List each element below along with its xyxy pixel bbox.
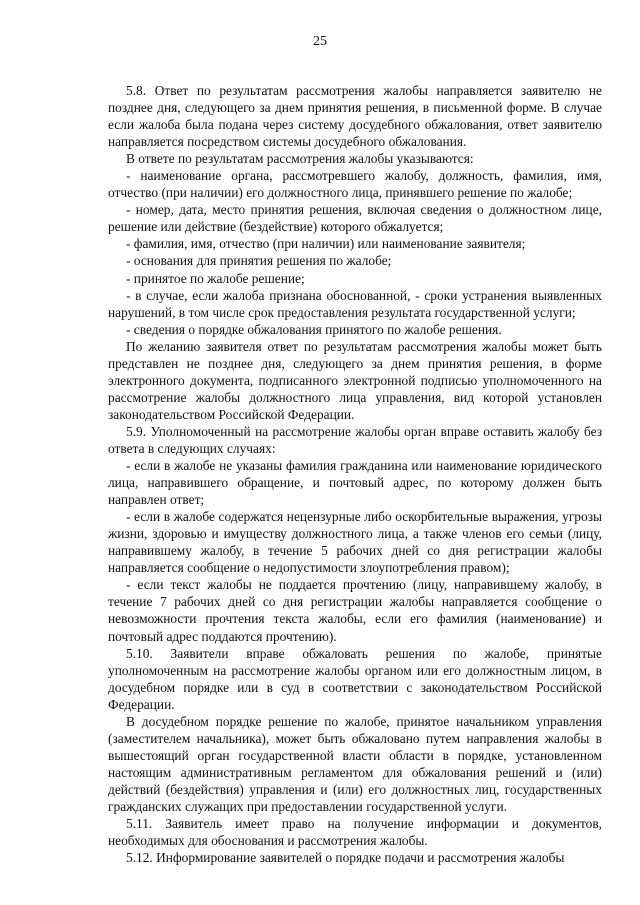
document-body: [108, 82, 602, 866]
paragraph-5-9: 5.9. Уполномоченный на рассмотрение жалобы орган вправе оставить жалобу без ответа в следующих случаях:: [108, 423, 602, 456]
list-item-authority-name: - наименование органа, рассмотревшего жалобу, должность, фамилия, имя, отчество (при наличии) его должностного лица, принявшего решение по жалобе;: [108, 168, 602, 201]
list-item-decision-grounds: - основания для принятия решения по жалобе;: [126, 253, 392, 269]
list-item-no-name: - если в жалобе не указаны фамилия гражданина или наименование юридического лица, направившего обращение, и почтовый адрес, по которому должен быть направлен ответ;: [108, 458, 602, 508]
list-item-justified-complaint: - в случае, если жалоба признана обоснованной, - сроки устранения выявленных нарушений, в том числе срок предоставления результата государственной услуги;: [108, 287, 602, 320]
paragraph-5-12: 5.12. Информирование заявителей о порядке подачи и рассмотрения жалобы: [126, 850, 565, 866]
paragraph-pretrial-appeal: В досудебном порядке решение по жалобе, принятое начальником управления (заместителем начальника), может быть обжаловано путем направления жалобы в вышестоящий орган государственной власти области в порядке, установленном настоящим административным регламентом для обжалования решений и (или) действий (бездействия) управления и (или) его должностных лиц, государственных гражданских служащих при предоставлении государственной услуги.: [108, 713, 602, 814]
list-item-unreadable: - если текст жалобы не поддается прочтению (лицу, направившему жалобу, в течение 7 рабочих дней со дня регистрации жалобы направляется сообщение о невозможности прочтения текста жалобы, если его фамилия (наименование) и почтовый адрес поддаются прочтению).: [108, 577, 602, 644]
paragraph-answer-intro: В ответе по результатам рассмотрения жалобы указываются:: [126, 151, 474, 167]
list-item-applicant-name: - фамилия, имя, отчество (при наличии) или наименование заявителя;: [126, 236, 526, 252]
list-item-decision-number: - номер, дата, место принятия решения, включая сведения о должностном лице, решение или действие (бездействие) которого обжалуется;: [108, 202, 602, 235]
paragraph-5-11: 5.11. Заявитель имеет право на получение информации и документов, необходимых для обоснования и рассмотрения жалобы.: [108, 816, 602, 849]
page-number: 25: [313, 34, 327, 49]
list-item-decision: - принятое по жалобе решение;: [126, 270, 305, 286]
paragraph-5-10: 5.10. Заявители вправе обжаловать решения по жалобе, принятые уполномоченным на рассмотрение жалобы органом или его должностным лицом, в досудебном порядке или в суд в соответствии с законодательством Российской Федерации.: [108, 645, 602, 712]
paragraph-5-8: 5.8. Ответ по результатам рассмотрения жалобы направляется заявителю не позднее дня, следующего за днем принятия решения, в письменной форме. В случае если жалоба была подана через систему досудебного обжалования, ответ заявителю направляется посредством системы досудебного обжалования.: [108, 83, 602, 150]
list-item-obscene: - если в жалобе содержатся нецензурные либо оскорбительные выражения, угрозы жизни, здоровью и имуществу должностного лица, а также членов его семьи (лицу, направившему жалобу, в течение 5 рабочих дней со дня регистрации жалобы направляется сообщение о недопустимости злоупотребления правом);: [108, 509, 602, 576]
paragraph-electronic-answer: По желанию заявителя ответ по результатам рассмотрения жалобы может быть представлен не позднее дня, следующего за днем принятия решения, в форме электронного документа, подписанного электронной подписью уполномоченного на рассмотрение жалобы должностного лица управления, вид которой установлен законодательством Российской Федерации.: [108, 338, 602, 422]
list-item-appeal-procedure: - сведения о порядке обжалования принятого по жалобе решения.: [126, 321, 502, 337]
